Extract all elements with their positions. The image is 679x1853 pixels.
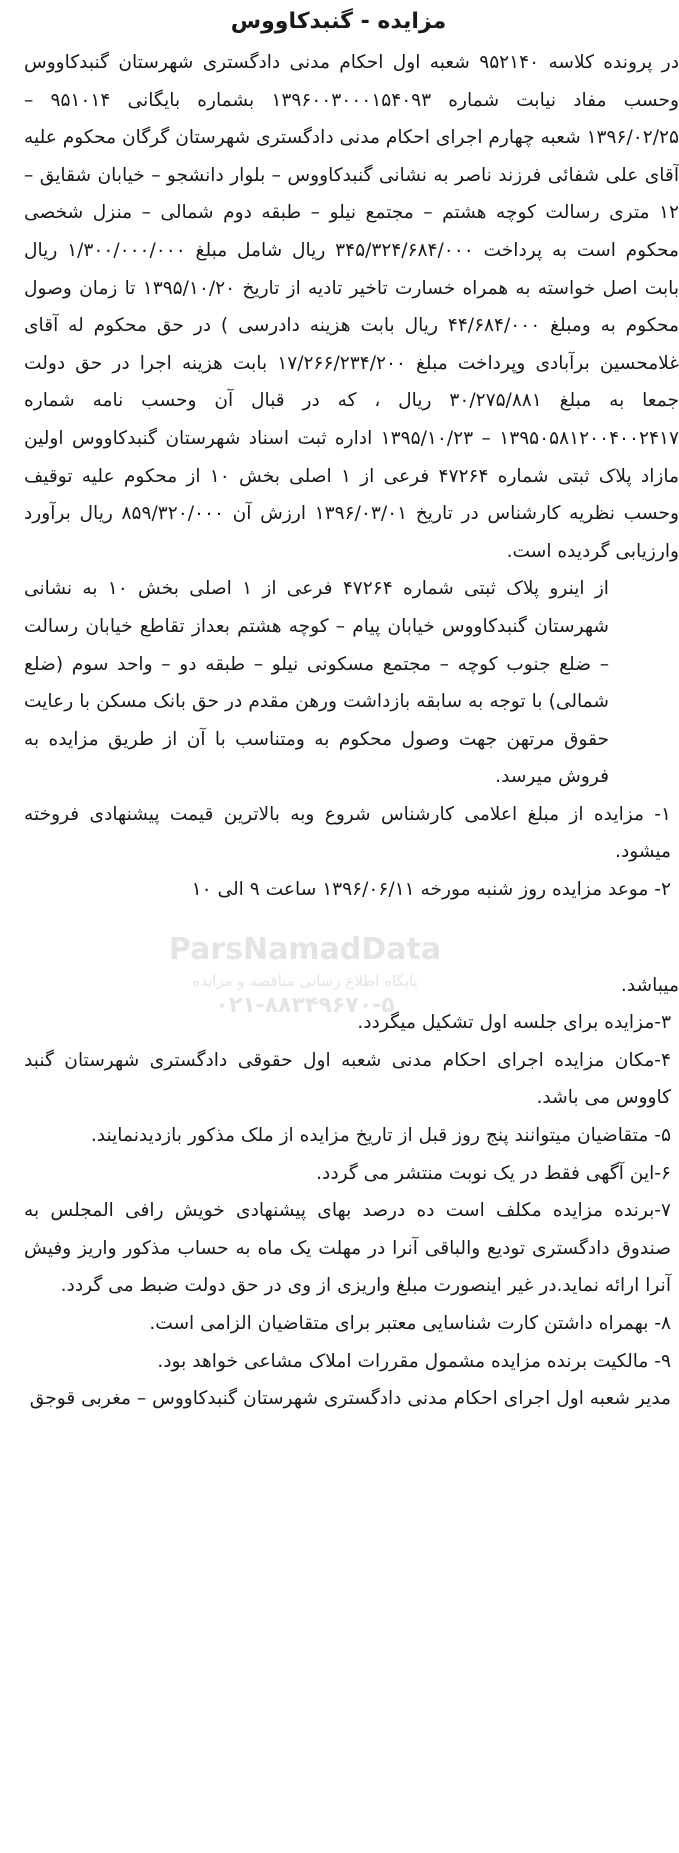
notice-title: مزایده - گنبدکاووس: [230, 9, 447, 34]
property-paragraph: از اینرو پلاک ثبتی شماره ۴۷۲۶۴ فرعی از ۱ اصلی بخش ۱۰ به نشانی شهرستان گنبدکاووس خیابان پیام – کوچه هشتم بعداز تقاطع خیابان رسالت – ضلع جنوب کوچه – مجتمع مسکونی نیلو – طبقه دو – واحد سوم (ضلع شمالی) با توجه به سابقه بازداشت ورهن مقدم در حق بانک مسکن با رعایت حقوق مرتهن جهت وصول محکوم به ومتناسب با آن از طریق مزایده به فروش میرسد.: [24, 578, 609, 788]
condition-item-2-continuation: میباشد.: [620, 974, 679, 996]
condition-item-1: ۱- مزایده از مبلغ اعلامی کارشناس شروع وبه بالاترین قیمت پیشنهادی فروخته میشود.: [24, 803, 671, 863]
condition-item-9: ۹- مالکیت برنده مزایده مشمول مقررات املاک مشاعی خواهد بود.: [157, 1350, 671, 1372]
condition-item-3: ۳-مزایده برای جلسه اول تشکیل میگردد.: [357, 1012, 671, 1034]
signature-block: مدیر شعبه اول اجرای احکام مدنی دادگستری شهرستان گنبدکاووس – مغربی قوجق: [29, 1388, 671, 1410]
condition-item-2: ۲- موعد مزایده روز شنبه مورخه ۱۳۹۶/۰۶/۱۱ ساعت ۹ الی ۱۰: [191, 879, 671, 901]
condition-item-7: ۷-برنده مزایده مکلف است ده درصد بهای پیشنهادی خویش رافی المجلس به صندوق دادگستری تودیع والباقی آنرا در مهلت یک ماه به حساب مذکور واریز وفیش آنرا ارائه نماید.در غیر اینصورت مبلغ واریزی از وی در حق دولت ضبط می گردد.: [24, 1200, 671, 1297]
watermark-caption: پایگاه اطلاع رسانی مناقصه و مزایده: [192, 971, 418, 990]
condition-item-8: ۸- بهمراه داشتن کارت شناسایی معتبر برای متقاضیان الزامی است.: [149, 1313, 671, 1334]
watermark-brand: ParsNamadData: [168, 932, 442, 967]
case-paragraph: در پرونده کلاسه ۹۵۲۱۴۰ شعبه اول احکام مدنی دادگستری شهرستان گنبدکاووس وحسب مفاد نیابت شماره ۱۳۹۶۰۰۳۰۰۰۱۵۴۰۹۳ بشماره بایگانی ۹۵۱۰۱۴ – ۱۳۹۶/۰۲/۲۵ شعبه چهارم اجرای احکام مدنی دادگستری شهرستان گرگان محکوم علیه آقای علی شفائی فرزند ناصر به نشانی گنبدکاووس – بلوار دانشجو – خیابان شقایق – ۱۲ متری رسالت کوچه هشتم – مجتمع نیلو – طبقه دوم شمالی – منزل شخصی محکوم است به پرداخت ۳۴۵/۳۲۴/۶۸۴/۰۰۰ ریال شامل مبلغ ۱/۳۰۰/۰۰۰/۰۰۰ ریال بابت اصل خواسته به همراه خسارت تاخیر تادیه از تاریخ ۱۳۹۵/۱۰/۲۰ تا زمان وصول محکوم به ومبلغ ۴۴/۶۸۴/۰۰۰ ریال بابت هزینه دادرسی ) در حق محکوم له آقای غلامحسین برآبادی وپرداخت مبلغ ۱۷/۲۶۶/۲۳۴/۲۰۰ بابت هزینه اجرا در حق دولت جمعا به مبلغ ۳۰/۲۷۵/۸۸۱ ریال ، که در قبال آن وحسب نامه شماره ۱۳۹۵۰۵۸۱۲۰۰۴۰۰۲۴۱۷ – ۱۳۹۵/۱۰/۲۳ اداره ثبت اسناد شهرستان گنبدکاووس اولین مازاد پلاک ثبتی شماره ۴۷۲۶۴ فرعی از ۱ اصلی بخش ۱۰ از محکوم علیه توقیف وحسب نظریه کارشناس در تاریخ ۱۳۹۶/۰۳/۰۱ ارزش آن ۸۵۹/۳۲۰/۰۰۰ ریال برآورد وارزیابی گردیده است.: [24, 52, 679, 562]
watermark-phone: ۰۲۱-۸۸۳۴۹۶۷۰-۵: [215, 992, 395, 1018]
condition-item-5: ۵- متقاضیان میتوانند پنج روز قبل از تاریخ مزایده از ملک مذکور بازدیدنمایند.: [90, 1125, 671, 1147]
auction-notice: [24, 0, 679, 1418]
condition-item-4: ۴-مکان مزایده اجرای احکام مدنی شعبه اول حقوقی دادگستری شهرستان گنبد کاووس می باشد.: [24, 1049, 671, 1109]
condition-item-6: ۶-این آگهی فقط در یک نوبت منتشر می گردد.: [316, 1162, 671, 1184]
blank-space: [24, 909, 679, 967]
